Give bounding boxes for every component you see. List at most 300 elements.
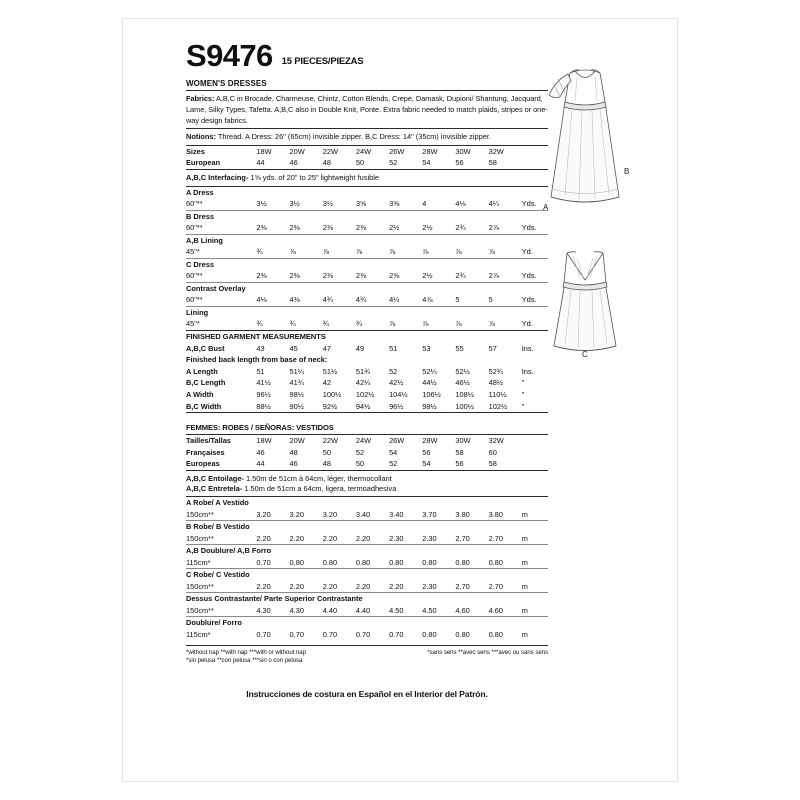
bust-cell: 47 (322, 343, 331, 353)
bust-cell: 53 (422, 343, 431, 353)
yardage-cell: 3⅝ (356, 198, 389, 210)
entretela-line (186, 483, 548, 498)
table-row (186, 258, 548, 270)
measure-cell: 51½ (322, 366, 338, 376)
table-row (186, 331, 548, 343)
yardage-cell: 5 (489, 294, 522, 306)
section-spacer (186, 413, 548, 422)
metric-cell: 0.80 (489, 557, 522, 569)
measure-cell: 48½ (488, 378, 503, 388)
bust-cell: 45 (289, 343, 298, 353)
table-row (186, 533, 548, 545)
francaises-cell: 60 (488, 447, 497, 457)
measure-cell: 98½ (289, 389, 304, 399)
measure-cell: 52 (389, 366, 398, 376)
yardage-cell: 2⅜ (323, 222, 356, 234)
metric-cell: 4.50 (389, 605, 422, 617)
metric-cell: 0.70 (389, 629, 404, 639)
entoilage-text: 1.50m de 51cm à 64cm, léger, thermocollant (243, 474, 392, 484)
measure-cell: 104½ (389, 389, 408, 399)
metric-cell: 2.70 (489, 533, 522, 545)
metric-cell: 0.70 (256, 557, 289, 569)
yardage-cell: 2⅜ (256, 222, 289, 234)
europeas-cell: 54 (422, 458, 455, 470)
table-row (186, 146, 548, 158)
european-cell: 48 (323, 157, 356, 169)
interfacing-text: 1⅝ yds. of 20" to 25" lightweight fusible (248, 173, 379, 183)
metric-cell: 2.20 (323, 581, 356, 593)
footnote-es-line: *sin pelusa **con pelusa ***sin o con pelusa (186, 657, 303, 665)
measure-cell: 100½ (455, 401, 488, 413)
table-row (186, 401, 548, 413)
metric-group-label: B Robe/ B Vestido (186, 522, 250, 532)
metric-cell: 4.50 (422, 605, 455, 617)
tailles-cell: 32W (488, 436, 504, 446)
metric-cell: 0.70 (322, 629, 338, 639)
content-column (186, 38, 548, 700)
notions-label: Notions: (186, 132, 216, 142)
metric-cell: 4.30 (256, 605, 289, 617)
yardage-cell: ⅞ (455, 318, 488, 330)
size-cell: 18W (256, 146, 272, 156)
measure-cell: 46½ (455, 378, 470, 388)
metric-unit: m (522, 605, 548, 617)
table-row (186, 198, 548, 210)
size-cell: 26W (389, 146, 405, 156)
metric-cell: 0.80 (290, 557, 323, 569)
measure-cell: 52½ (455, 366, 470, 376)
table-row (186, 210, 548, 222)
measure-unit: " (521, 389, 525, 399)
fabrics-paragraph (186, 91, 548, 129)
yardage-group-label: B Dress (186, 211, 214, 221)
piece-count: 15 PIECES/PIEZAS (281, 56, 364, 68)
entoilage-label: A,B,C Entoilage- (186, 474, 244, 484)
entretela-label: A,B,C Entretela- (186, 483, 243, 493)
measure-cell: 100½ (322, 389, 342, 399)
sizes-row-label: Sizes (186, 146, 205, 156)
metric-group-label: A,B Doublure/ A,B Forro (186, 546, 272, 556)
yardage-cell: 2⅜ (290, 270, 323, 282)
yardage-cell: 4⅛ (455, 198, 488, 210)
metric-cell: 3.40 (356, 509, 389, 521)
metric-unit: m (522, 509, 548, 521)
measure-row-label: B,C Width (186, 401, 256, 413)
metric-cell: 4.60 (489, 605, 522, 617)
measure-cell: 94½ (356, 401, 389, 413)
metric-cell: 2.30 (422, 581, 455, 593)
table-row (186, 366, 548, 378)
tailles-cell: 24W (355, 436, 372, 446)
notions-paragraph (186, 129, 548, 146)
metric-cell: 2.20 (256, 533, 289, 545)
metric-cell: 3.20 (290, 509, 323, 521)
yardage-table-imperial (186, 187, 548, 331)
metric-cell: 2.20 (323, 533, 356, 545)
footnote-fr-line: *sans sens **avec sens ***avec ou sans sens (427, 648, 548, 656)
size-cell: 32W (488, 146, 504, 156)
metric-cell: 4.40 (323, 605, 356, 617)
table-row (186, 270, 548, 282)
spanish-instructions-note: Instrucciones de costura en Español en el Interior del Patrón. (246, 689, 488, 700)
yardage-cell: ¾ (323, 318, 356, 330)
europeas-cell: 48 (323, 458, 356, 470)
francaises-cell: 50 (322, 447, 331, 457)
metric-cell: 2.70 (455, 533, 488, 545)
table-row (186, 222, 548, 234)
measure-cell: 51 (256, 366, 265, 376)
metric-cell: 0.80 (488, 629, 503, 639)
table-row (186, 157, 548, 169)
measure-cell: 110½ (488, 389, 507, 399)
yardage-cell: 3½ (323, 198, 356, 210)
yardage-cell: 2½ (422, 222, 455, 234)
metric-cell: 0.80 (422, 629, 437, 639)
europeas-cell: 58 (489, 458, 522, 470)
yardage-cell: ⅞ (356, 246, 389, 258)
metric-group-label: A Robe/ A Vestido (186, 498, 249, 508)
size-cell: 24W (355, 146, 372, 156)
yardage-group-label: Contrast Overlay (186, 283, 246, 293)
yardage-cell: 4¼ (389, 294, 422, 306)
yardage-unit: Yds. (522, 222, 548, 234)
measure-unit: Ins. (521, 366, 534, 376)
measure-cell: 51¾ (355, 366, 371, 376)
yardage-cell: 2¾ (455, 222, 488, 234)
yardage-cell: 2¾ (455, 270, 488, 282)
yardage-cell: 3½ (256, 198, 289, 210)
metric-cell: 0.80 (323, 557, 356, 569)
interfacing-label: A,B,C Interfacing- (186, 173, 249, 183)
entretela-text: 1.50m de 51cm a 64cm, ligera, termoadhesiva (242, 483, 397, 493)
bust-cell: 57 (488, 343, 497, 353)
yardage-group-label: C Dress (186, 259, 214, 269)
yardage-cell: 4⅛ (256, 294, 289, 306)
metric-cell: 0.80 (389, 557, 422, 569)
size-cell: 20W (289, 146, 305, 156)
yardage-cell: ⅞ (323, 246, 356, 258)
tailles-row-label: Tailles/Tallas (186, 436, 231, 446)
table-row (186, 282, 548, 294)
metric-cell: 0.70 (256, 629, 271, 639)
finished-measurements-table (186, 331, 548, 413)
table-row (186, 377, 548, 389)
metric-cell: 2.20 (389, 581, 422, 593)
fabrics-text: A,B,C in Brocade, Charmeuse, Chintz, Cotton Blends, Crepe, Damask, Dupioni/ Shantung, Jacquard, Lame, Silky Types, Tafetta. A,B,C also in Double Knit, Ponte. Extra fabric needed to match plaids, stripes or one-way design fabrics. (186, 93, 548, 126)
yardage-cell: ⅞ (389, 318, 422, 330)
measure-cell: 88½ (256, 401, 289, 413)
dress-ab-illustration (527, 57, 645, 225)
bust-cell: 43 (256, 343, 265, 353)
measure-cell: 41½ (256, 378, 271, 388)
yardage-cell: 4¼ (489, 198, 522, 210)
table-row (186, 593, 548, 605)
fabric-width: 45"* (186, 246, 256, 258)
tailles-cell: 20W (289, 436, 305, 446)
notions-text: Thread. A Dress: 26" (65cm) invisible zipper. B,C Dress: 14" (35cm) invisible zipper. (215, 132, 491, 142)
metric-cell: 2.20 (256, 581, 289, 593)
footnotes (186, 645, 548, 666)
metric-cell: 2.70 (455, 581, 488, 593)
table-row (186, 458, 548, 470)
table-row (186, 389, 548, 401)
yardage-cell: 2⅜ (356, 222, 389, 234)
yardage-cell: 3⅝ (389, 198, 422, 210)
european-cell: 44 (256, 157, 289, 169)
europeas-cell: 52 (389, 458, 422, 470)
europeas-cell: 56 (455, 458, 488, 470)
yardage-cell: ⅞ (389, 246, 422, 258)
francaises-cell: 52 (355, 447, 365, 457)
metric-cell: 0.80 (455, 629, 470, 639)
metric-cell: 4.60 (455, 605, 488, 617)
yardage-cell: 2½ (389, 222, 422, 234)
europeas-row-label: Europeas (186, 458, 256, 470)
metric-cell: 0.80 (422, 557, 455, 569)
yardage-unit: Yd. (522, 318, 548, 330)
european-cell: 50 (356, 157, 389, 169)
pattern-envelope-back (122, 18, 678, 782)
table-row (186, 605, 548, 617)
metric-cell: 3.40 (389, 509, 422, 521)
table-row (186, 187, 548, 198)
fabric-width: 60"** (186, 270, 256, 282)
measure-cell: 102½ (489, 401, 522, 413)
metric-cell: 2.20 (290, 533, 323, 545)
finished-heading: FINISHED GARMENT MEASUREMENTS (186, 331, 326, 341)
measure-cell: 42½ (389, 378, 404, 388)
fabric-width-metric: 150cm** (186, 581, 256, 593)
size-cell: 22W (322, 146, 338, 156)
measure-cell: 92½ (323, 401, 356, 413)
yardage-cell: 4⅜ (290, 294, 323, 306)
figure-ab (527, 57, 645, 230)
metric-unit: m (522, 533, 548, 545)
table-row (186, 246, 548, 258)
metric-cell: 2.70 (489, 581, 522, 593)
footnote-en-line1: *without nap **with nap ***with or without nap (186, 648, 306, 656)
european-cell: 46 (290, 157, 323, 169)
table-row (186, 617, 548, 629)
metric-cell: 2.20 (290, 581, 323, 593)
yardage-cell: 2⅞ (489, 270, 522, 282)
measure-cell: 96½ (256, 389, 271, 399)
metric-cell: 0.80 (356, 557, 389, 569)
francaises-cell: 58 (455, 447, 464, 457)
measure-cell: 108½ (455, 389, 474, 399)
table-row (186, 306, 548, 318)
europeas-cell: 50 (356, 458, 389, 470)
interfacing-en (186, 170, 548, 187)
measure-cell: 96½ (389, 401, 422, 413)
yardage-cell: ¾ (256, 246, 289, 258)
yardage-table-metric (186, 497, 548, 640)
table-row (186, 294, 548, 306)
table-row (186, 234, 548, 246)
size-cell: 28W (422, 146, 438, 156)
measure-row-label: A Length (186, 366, 218, 376)
figure-c (527, 242, 645, 373)
metric-group-label: Dessus Contrastante/ Parte Superior Contrastante (186, 594, 363, 604)
yardage-cell: ¾ (256, 318, 289, 330)
figure-label-b: B (624, 167, 630, 176)
measure-cell: 51¼ (289, 366, 304, 376)
tailles-cell: 30W (455, 436, 471, 446)
page-title: WOMEN'S DRESSES (186, 73, 548, 91)
bust-unit: Ins. (521, 343, 534, 353)
yardage-cell: 5 (455, 294, 488, 306)
metric-cell: 0.70 (355, 629, 371, 639)
figure-label-a: A (543, 203, 549, 212)
yardage-group-label: Lining (186, 307, 209, 317)
fabric-width: 60"** (186, 198, 256, 210)
yardage-cell: 4¾ (356, 294, 389, 306)
yardage-unit: Yds. (522, 270, 548, 282)
yardage-cell: 2⅜ (290, 222, 323, 234)
yardage-cell: 3½ (290, 198, 323, 210)
european-cell: 54 (422, 157, 455, 169)
yardage-cell: 2⅜ (256, 270, 289, 282)
figure-label-c: C (582, 350, 588, 359)
header (186, 38, 548, 73)
francaises-cell: 54 (389, 447, 398, 457)
metric-cell: 3.80 (455, 509, 488, 521)
backlength-note: Finished back length from base of neck: (186, 355, 328, 365)
measure-cell: 106½ (422, 389, 441, 399)
yardage-unit: Yd. (522, 246, 548, 258)
table-row (186, 447, 548, 459)
sizes-table (186, 146, 548, 170)
yardage-cell: ¾ (356, 318, 389, 330)
europeas-cell: 46 (290, 458, 323, 470)
fabric-width: 60"** (186, 222, 256, 234)
measure-cell: 42 (322, 378, 331, 388)
european-cell: 58 (489, 157, 522, 169)
metric-unit: m (521, 629, 528, 639)
fabric-width-metric: 150cm** (186, 509, 256, 521)
yardage-cell: 4¾ (323, 294, 356, 306)
measure-cell: 102½ (355, 389, 375, 399)
table-row (186, 318, 548, 330)
metric-cell: 3.80 (489, 509, 522, 521)
pattern-number: S9476 (186, 38, 273, 73)
table-row (186, 557, 548, 569)
francaises-cell: 56 (422, 447, 431, 457)
yardage-cell: ⅞ (455, 246, 488, 258)
measure-cell: 42¼ (355, 378, 371, 388)
measure-cell: 52¾ (488, 366, 503, 376)
table-row (186, 497, 548, 508)
yardage-unit: Yds. (522, 198, 548, 210)
francaises-cell: 48 (289, 447, 298, 457)
table-row (186, 521, 548, 533)
table-row (186, 422, 548, 435)
table-row (186, 581, 548, 593)
measure-row-label: B,C Length (186, 378, 226, 388)
table-row (186, 343, 548, 355)
bust-row-label: A,B,C Bust (186, 343, 225, 353)
table-row (186, 569, 548, 581)
metric-cell: 2.30 (389, 533, 422, 545)
european-cell: 52 (389, 157, 422, 169)
francaises-cell: 46 (256, 447, 265, 457)
tailles-cell: 26W (389, 436, 405, 446)
yardage-unit: Yds. (522, 294, 548, 306)
tailles-cell: 22W (322, 436, 338, 446)
bust-cell: 55 (455, 343, 464, 353)
yardage-cell: ⅞ (290, 246, 323, 258)
yardage-cell: ⅞ (422, 318, 455, 330)
bust-cell: 49 (355, 343, 365, 353)
metric-cell: 4.40 (356, 605, 389, 617)
footnotes-right (427, 649, 548, 666)
yardage-cell: 2⅜ (356, 270, 389, 282)
metric-cell: 0.70 (289, 629, 304, 639)
yardage-cell: 4⅞ (422, 294, 455, 306)
garment-illustrations (527, 57, 645, 373)
table-row (186, 435, 548, 447)
metric-cell: 2.20 (356, 581, 389, 593)
metric-cell: 3.70 (422, 509, 455, 521)
tailles-cell: 28W (422, 436, 438, 446)
fabric-width-metric: 115cm* (186, 629, 211, 639)
international-sizes-table (186, 422, 548, 471)
fabric-width-metric: 115cm* (186, 557, 256, 569)
francaises-row-label: Françaises (186, 447, 225, 457)
yardage-cell: 2½ (422, 270, 455, 282)
metric-cell: 3.20 (256, 509, 289, 521)
yardage-cell: 2⅜ (389, 270, 422, 282)
metric-cell: 2.30 (422, 533, 455, 545)
footnotes-left (186, 649, 306, 666)
yardage-cell: 2⅜ (323, 270, 356, 282)
intl-heading: FEMMES: ROBES / SEÑORAS: VESTIDOS (186, 422, 548, 435)
fabric-width: 60"** (186, 294, 256, 306)
measure-cell: 98½ (422, 401, 455, 413)
table-row (186, 509, 548, 521)
yardage-cell: 2⅞ (489, 222, 522, 234)
yardage-cell: ⅞ (422, 246, 455, 258)
bust-cell: 51 (389, 343, 398, 353)
europeas-cell: 44 (256, 458, 289, 470)
yardage-cell: ⅞ (489, 246, 522, 258)
table-row (186, 629, 548, 641)
metric-unit: m (522, 581, 548, 593)
fabrics-label: Fabrics: (186, 93, 215, 103)
yardage-group-label: A,B Lining (186, 235, 223, 245)
metric-unit: m (522, 557, 548, 569)
metric-cell: 2.20 (356, 533, 389, 545)
fabric-width: 45"* (186, 318, 256, 330)
measure-unit: " (522, 401, 548, 413)
measure-cell: 41¾ (289, 378, 304, 388)
yardage-cell: 4 (422, 198, 455, 210)
yardage-cell: ¾ (290, 318, 323, 330)
measure-cell: 44½ (422, 378, 437, 388)
metric-group-label: Doublure/ Forro (186, 618, 242, 628)
fabric-width-metric: 150cm** (186, 605, 256, 617)
table-row (186, 545, 548, 557)
table-row (186, 354, 548, 365)
fabric-width-metric: 150cm** (186, 533, 256, 545)
yardage-cell: ⅞ (489, 318, 522, 330)
european-cell: 56 (455, 157, 488, 169)
tailles-cell: 18W (256, 436, 272, 446)
metric-cell: 0.80 (455, 557, 488, 569)
measure-cell: 52¼ (422, 366, 437, 376)
metric-cell: 4.30 (290, 605, 323, 617)
metric-cell: 3.20 (323, 509, 356, 521)
